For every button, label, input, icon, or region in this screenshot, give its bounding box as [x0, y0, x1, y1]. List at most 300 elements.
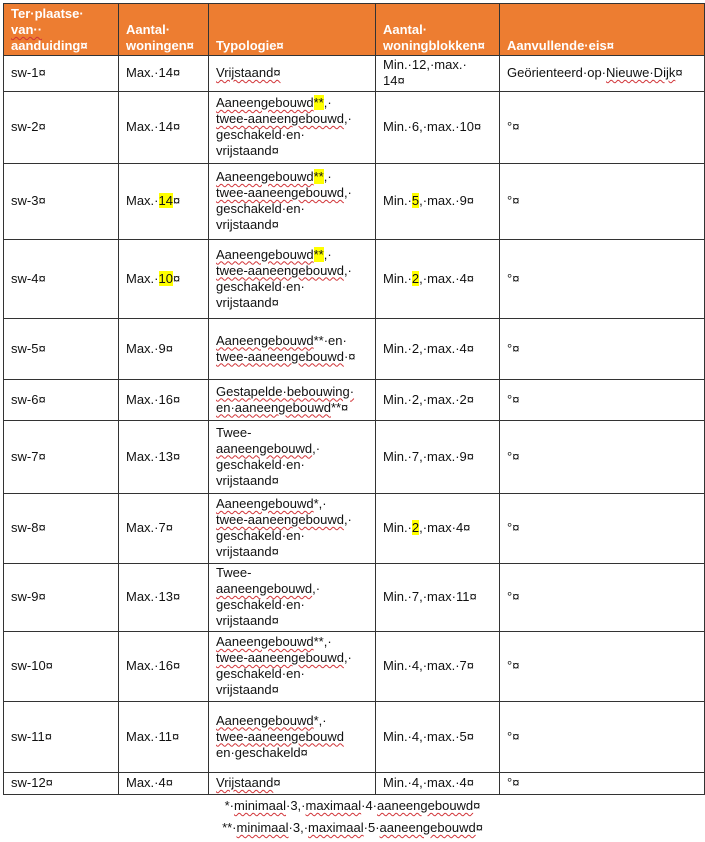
- cell-aanduiding: [4, 564, 119, 632]
- cell-line: [216, 597, 369, 613]
- text-run: °¤: [507, 119, 520, 134]
- text-run: sw-7¤: [11, 448, 46, 464]
- text-run: °¤: [507, 658, 520, 673]
- cell-aanduiding: [4, 632, 119, 702]
- cell-line: [507, 775, 698, 791]
- table-row: [4, 421, 705, 494]
- cell-woningblokken: [376, 702, 500, 773]
- table-row: [4, 632, 705, 702]
- header-line: Aanvullende·eis¤: [507, 38, 614, 53]
- text-run: twee-aaneengebouwd: [216, 728, 344, 744]
- cell-aanvullende-eis: [500, 421, 705, 494]
- text-run: Vrijstaand: [216, 775, 274, 790]
- cell-line: [126, 341, 202, 357]
- text-run: Min.·12,·max.·: [383, 57, 467, 72]
- header-aanvullende-eis: [500, 4, 705, 56]
- text-run: °¤: [507, 340, 520, 356]
- cell-line: [216, 295, 369, 311]
- text-run: **·: [222, 820, 237, 835]
- text-run: Max.·11¤: [126, 728, 180, 744]
- text-run: ¤: [475, 820, 483, 835]
- text-run: Min.·2,·max.·2¤: [383, 391, 475, 407]
- cell-line: [383, 193, 493, 209]
- cell-line: [11, 589, 112, 605]
- cell-typologie: [209, 56, 376, 92]
- cell-aanvullende-eis: [500, 56, 705, 92]
- cell-woningblokken: [376, 56, 500, 92]
- cell-aanduiding: [4, 240, 119, 319]
- text-run: Max.·13¤: [126, 448, 181, 464]
- cell-aantal-woningen: [119, 421, 209, 494]
- text-run: aaneengebouwd: [379, 820, 476, 835]
- header-line: woningblokken¤: [383, 38, 485, 53]
- cell-line: [126, 65, 202, 81]
- text-run: Max.·9¤: [126, 340, 173, 356]
- cell-woningblokken: [376, 319, 500, 380]
- text-run: sw-8¤: [11, 520, 46, 535]
- cell-line: [507, 271, 698, 287]
- cell-typologie: [209, 421, 376, 494]
- text-run: aaneengebouwd: [377, 798, 474, 813]
- cell-line: [507, 729, 698, 745]
- cell-line: [216, 473, 369, 489]
- text-run: geschakeld·en·: [216, 201, 305, 216]
- header-row: [4, 4, 705, 56]
- text-run: twee-aaneengebouwd: [216, 262, 344, 278]
- cell-line: [216, 745, 369, 761]
- cell-line: [383, 57, 493, 73]
- cell-line: [216, 425, 369, 441]
- text-run: *,·: [313, 496, 327, 511]
- cell-line: [216, 441, 369, 457]
- text-run: ·¤: [343, 348, 356, 364]
- cell-line: [216, 713, 369, 729]
- cell-aanduiding: [4, 92, 119, 164]
- cell-line: [126, 658, 202, 674]
- text-run: ,·: [323, 95, 332, 110]
- text-run: Min.·: [383, 270, 412, 286]
- cell-line: [126, 392, 202, 408]
- cell-aantal-woningen: [119, 56, 209, 92]
- text-run: ,·: [343, 185, 352, 200]
- text-run: °¤: [507, 270, 520, 286]
- cell-aanvullende-eis: [500, 319, 705, 380]
- text-run: ,·: [323, 246, 332, 262]
- text-run: ,·max.·9¤: [419, 193, 475, 208]
- cell-line: [507, 658, 698, 674]
- cell-aantal-woningen: [119, 380, 209, 421]
- text-run: Min.·7,·max·11¤: [383, 589, 477, 604]
- cell-aanduiding: [4, 56, 119, 92]
- text-run: vrijstaand¤: [216, 472, 279, 488]
- text-run: geschakeld·en·: [216, 666, 305, 681]
- cell-line: [216, 496, 369, 512]
- cell-line: [216, 111, 369, 127]
- text-run: geschakeld·en·: [216, 597, 305, 612]
- text-run: Aaneengebouwd: [216, 169, 314, 184]
- cell-aanvullende-eis: [500, 494, 705, 564]
- cell-line: [507, 589, 698, 605]
- highlighted-text: 5: [411, 193, 420, 208]
- cell-aantal-woningen: [119, 240, 209, 319]
- cell-typologie: [209, 702, 376, 773]
- text-run: sw-11¤: [11, 728, 52, 744]
- cell-line: [383, 73, 493, 89]
- cell-line: [507, 449, 698, 465]
- text-run: Min.·4,·max.·5¤: [383, 728, 475, 744]
- cell-line: [216, 127, 369, 143]
- text-run: sw-4¤: [11, 270, 46, 286]
- cell-aantal-woningen: [119, 564, 209, 632]
- cell-woningblokken: [376, 632, 500, 702]
- highlighted-text: 14: [158, 193, 173, 208]
- text-run: aaneengebouwd: [216, 581, 313, 596]
- cell-line: [216, 775, 369, 791]
- cell-aantal-woningen: [119, 164, 209, 240]
- cell-line: [126, 271, 202, 287]
- cell-aanvullende-eis: [500, 773, 705, 795]
- text-run: ,·: [343, 262, 352, 278]
- header-line: woningen¤: [126, 38, 194, 53]
- text-run: sw-3¤: [11, 193, 46, 208]
- text-run: 14¤: [383, 73, 405, 88]
- cell-aantal-woningen: [119, 773, 209, 795]
- cell-typologie: [209, 319, 376, 380]
- text-run: Aaneengebouwd: [216, 246, 314, 262]
- cell-line: [216, 650, 369, 666]
- table-row: [4, 164, 705, 240]
- text-run: Twee-: [216, 565, 252, 580]
- cell-line: [216, 349, 369, 365]
- cell-woningblokken: [376, 240, 500, 319]
- text-run: Max.·: [126, 270, 159, 286]
- cell-line: [216, 279, 369, 295]
- cell-line: [383, 271, 493, 287]
- highlighted-text: 2: [411, 270, 420, 286]
- cell-line: [11, 392, 112, 408]
- text-run: sw-9¤: [11, 589, 46, 604]
- cell-line: [11, 775, 112, 791]
- cell-typologie: [209, 773, 376, 795]
- footnotes: [0, 795, 705, 839]
- text-run: Max.·7¤: [126, 520, 173, 535]
- cell-line: [216, 400, 369, 416]
- cell-line: [507, 65, 698, 81]
- cell-woningblokken: [376, 494, 500, 564]
- cell-aanvullende-eis: [500, 164, 705, 240]
- text-run: twee-aaneengebouwd: [216, 185, 344, 200]
- text-run: °¤: [507, 589, 520, 604]
- cell-line: [126, 589, 202, 605]
- text-run: °¤: [507, 728, 520, 744]
- cell-line: [11, 449, 112, 465]
- text-run: Vrijstaand¤: [216, 65, 281, 80]
- text-run: vrijstaand¤: [216, 544, 279, 559]
- table-header: [4, 4, 705, 56]
- cell-line: [216, 263, 369, 279]
- cell-line: [216, 169, 369, 185]
- cell-line: [216, 666, 369, 682]
- text-run: °¤: [507, 193, 520, 208]
- text-run: ¤: [675, 65, 683, 80]
- text-run: twee-aaneengebouwd: [216, 512, 344, 527]
- text-run: ·3,·: [286, 798, 306, 813]
- text-run: Max.·14¤: [126, 119, 181, 134]
- highlighted-text: **: [313, 95, 324, 110]
- text-run: ·5·: [363, 820, 380, 835]
- cell-line: [383, 775, 493, 791]
- cell-aanvullende-eis: [500, 564, 705, 632]
- cell-aanvullende-eis: [500, 92, 705, 164]
- text-run: twee-aaneengebouwd: [216, 348, 344, 364]
- cell-woningblokken: [376, 421, 500, 494]
- header-line: Typologie¤: [216, 38, 284, 53]
- cell-line: [126, 193, 202, 209]
- text-run: °¤: [507, 391, 520, 407]
- table-row: [4, 773, 705, 795]
- cell-line: [216, 143, 369, 159]
- text-run: Twee-: [216, 424, 252, 440]
- text-run: ,·max.·4¤: [419, 270, 475, 286]
- cell-woningblokken: [376, 773, 500, 795]
- cell-line: [216, 565, 369, 581]
- text-run: sw-10¤: [11, 658, 53, 673]
- cell-aanduiding: [4, 164, 119, 240]
- cell-line: [383, 341, 493, 357]
- cell-aanduiding: [4, 319, 119, 380]
- text-run: **¤: [330, 399, 349, 415]
- text-run: Min.·: [383, 520, 412, 535]
- header-aantal-woningblokken: [376, 4, 500, 56]
- cell-line: [383, 589, 493, 605]
- text-run: sw-5¤: [11, 340, 46, 356]
- text-run: ,·: [343, 512, 352, 527]
- text-run: ·3,·: [288, 820, 309, 835]
- table-row: [4, 702, 705, 773]
- text-run: vrijstaand¤: [216, 613, 279, 628]
- cell-typologie: [209, 632, 376, 702]
- cell-line: [216, 729, 369, 745]
- cell-line: [383, 520, 493, 536]
- text-run: maximaal: [308, 820, 364, 835]
- text-run: Max.·4¤: [126, 775, 173, 790]
- cell-line: [216, 613, 369, 629]
- text-run: Aaneengebouwd: [216, 712, 314, 728]
- cell-line: [11, 65, 112, 81]
- text-run: ¤: [273, 775, 281, 790]
- text-run: °¤: [507, 520, 520, 535]
- cell-aanduiding: [4, 494, 119, 564]
- text-run: Min.·6,·max.·10¤: [383, 119, 482, 134]
- text-run: Min.·7,·max.·9¤: [383, 448, 475, 464]
- text-run: ,·max·4¤: [419, 520, 471, 535]
- cell-line: [126, 775, 202, 791]
- text-run: ¤: [473, 798, 481, 813]
- table-row: [4, 56, 705, 92]
- text-run: minimaal: [233, 798, 286, 813]
- text-run: ,·: [343, 650, 352, 665]
- text-run: en·aaneengebouwd: [216, 399, 331, 415]
- cell-line: [126, 520, 202, 536]
- text-run: Aaneengebouwd: [216, 496, 314, 511]
- cell-line: [216, 185, 369, 201]
- cell-line: [216, 457, 369, 473]
- highlighted-text: 2: [411, 520, 420, 535]
- text-run: Max.·16¤: [126, 658, 181, 673]
- text-run: geschakeld·en·: [216, 528, 305, 543]
- table-row: [4, 240, 705, 319]
- header-line: Ter·plaatse·: [11, 6, 84, 21]
- cell-aantal-woningen: [119, 632, 209, 702]
- text-run: Aaneengebouwd: [216, 95, 314, 110]
- cell-typologie: [209, 564, 376, 632]
- header-line: Aantal·: [383, 22, 428, 37]
- cell-aantal-woningen: [119, 494, 209, 564]
- cell-aanvullende-eis: [500, 702, 705, 773]
- cell-line: [11, 119, 112, 135]
- text-run: Aaneengebouwd: [216, 332, 314, 348]
- cell-aantal-woningen: [119, 319, 209, 380]
- header-line: aanduiding¤: [11, 38, 88, 53]
- text-run: ,·: [343, 111, 352, 126]
- cell-line: [383, 392, 493, 408]
- cell-line: [216, 682, 369, 698]
- table-row: [4, 494, 705, 564]
- text-run: vrijstaand¤: [216, 294, 279, 310]
- cell-typologie: [209, 240, 376, 319]
- cell-line: [216, 333, 369, 349]
- text-run: Max.·13¤: [126, 589, 181, 604]
- text-run: Max.·16¤: [126, 391, 181, 407]
- cell-line: [216, 201, 369, 217]
- text-run: aaneengebouwd: [216, 440, 313, 456]
- footnote-2: [0, 817, 705, 839]
- text-run: Min.·: [383, 193, 412, 208]
- cell-line: [507, 341, 698, 357]
- header-ter-plaatse: [4, 4, 119, 56]
- cell-aanduiding: [4, 380, 119, 421]
- text-run: Min.·4,·max.·7¤: [383, 658, 475, 673]
- text-run: sw-6¤: [11, 391, 46, 407]
- cell-line: [126, 729, 202, 745]
- text-run: ,·: [323, 169, 332, 184]
- text-run: sw-12¤: [11, 775, 53, 790]
- highlighted-text: **: [313, 246, 324, 262]
- text-run: minimaal: [236, 820, 289, 835]
- cell-line: [216, 512, 369, 528]
- cell-line: [507, 119, 698, 135]
- cell-line: [11, 341, 112, 357]
- text-run: ,·: [312, 581, 321, 596]
- cell-aantal-woningen: [119, 92, 209, 164]
- text-run: sw-1¤: [11, 65, 46, 80]
- table-row: [4, 319, 705, 380]
- cell-line: [383, 119, 493, 135]
- cell-woningblokken: [376, 380, 500, 421]
- text-run: ¤: [172, 193, 181, 208]
- text-run: **·en·: [313, 332, 347, 348]
- text-run: °¤: [507, 775, 520, 790]
- cell-line: [11, 658, 112, 674]
- cell-aanduiding: [4, 421, 119, 494]
- highlighted-text: **: [313, 169, 324, 184]
- cell-line: [216, 528, 369, 544]
- cell-line: [216, 65, 369, 81]
- text-run: vrijstaand¤: [216, 143, 279, 158]
- header-aantal-woningen: [119, 4, 209, 56]
- cell-woningblokken: [376, 564, 500, 632]
- cell-typologie: [209, 92, 376, 164]
- cell-line: [11, 520, 112, 536]
- cell-line: [216, 384, 369, 400]
- cell-line: [216, 634, 369, 650]
- cell-aanvullende-eis: [500, 380, 705, 421]
- cell-aanduiding: [4, 773, 119, 795]
- text-run: Min.·4,·max.·4¤: [383, 775, 475, 790]
- text-run: ¤: [172, 270, 181, 286]
- highlighted-text: 10: [158, 270, 173, 286]
- text-run: Min.·2,·max.·4¤: [383, 340, 475, 356]
- cell-line: [216, 581, 369, 597]
- cell-woningblokken: [376, 92, 500, 164]
- cell-aanduiding: [4, 702, 119, 773]
- text-run: Aaneengebouwd: [216, 634, 314, 649]
- cell-line: [216, 95, 369, 111]
- text-run: sw-2¤: [11, 119, 46, 134]
- text-run: Gestapelde·bebouwing·: [216, 383, 355, 399]
- text-run: **,·: [313, 634, 332, 649]
- text-run: ·4·: [361, 798, 378, 813]
- text-run: Nieuwe·Dijk: [606, 65, 676, 80]
- cell-line: [383, 449, 493, 465]
- cell-line: [216, 544, 369, 560]
- cell-line: [507, 392, 698, 408]
- text-run: twee-aaneengebouwd: [216, 111, 344, 126]
- text-run: *·: [224, 798, 234, 813]
- cell-line: [216, 217, 369, 233]
- text-run: geschakeld·en·: [216, 278, 305, 294]
- text-run: Max.·14¤: [126, 65, 181, 80]
- cell-line: [383, 729, 493, 745]
- cell-line: [383, 658, 493, 674]
- text-run: *,·: [313, 712, 327, 728]
- text-run: maximaal: [305, 798, 362, 813]
- cell-line: [126, 119, 202, 135]
- text-run: twee-aaneengebouwd: [216, 650, 344, 665]
- cell-line: [507, 520, 698, 536]
- text-run: geschakeld·en·: [216, 456, 305, 472]
- footnote-1: [0, 795, 705, 817]
- cell-line: [507, 193, 698, 209]
- cell-aantal-woningen: [119, 702, 209, 773]
- cell-typologie: [209, 494, 376, 564]
- table-row: [4, 564, 705, 632]
- text-run: geschakeld·en·: [216, 127, 305, 142]
- text-run: Max.·: [126, 193, 159, 208]
- cell-line: [216, 247, 369, 263]
- cell-line: [11, 271, 112, 287]
- text-run: ,·: [312, 440, 321, 456]
- header-line: Aantal·: [126, 22, 171, 37]
- cell-woningblokken: [376, 164, 500, 240]
- cell-line: [11, 193, 112, 209]
- header-typologie: [209, 4, 376, 56]
- header-line: van··: [11, 22, 43, 37]
- cell-aanvullende-eis: [500, 240, 705, 319]
- table-body: [4, 56, 705, 795]
- text-run: vrijstaand¤: [216, 217, 279, 232]
- cell-typologie: [209, 164, 376, 240]
